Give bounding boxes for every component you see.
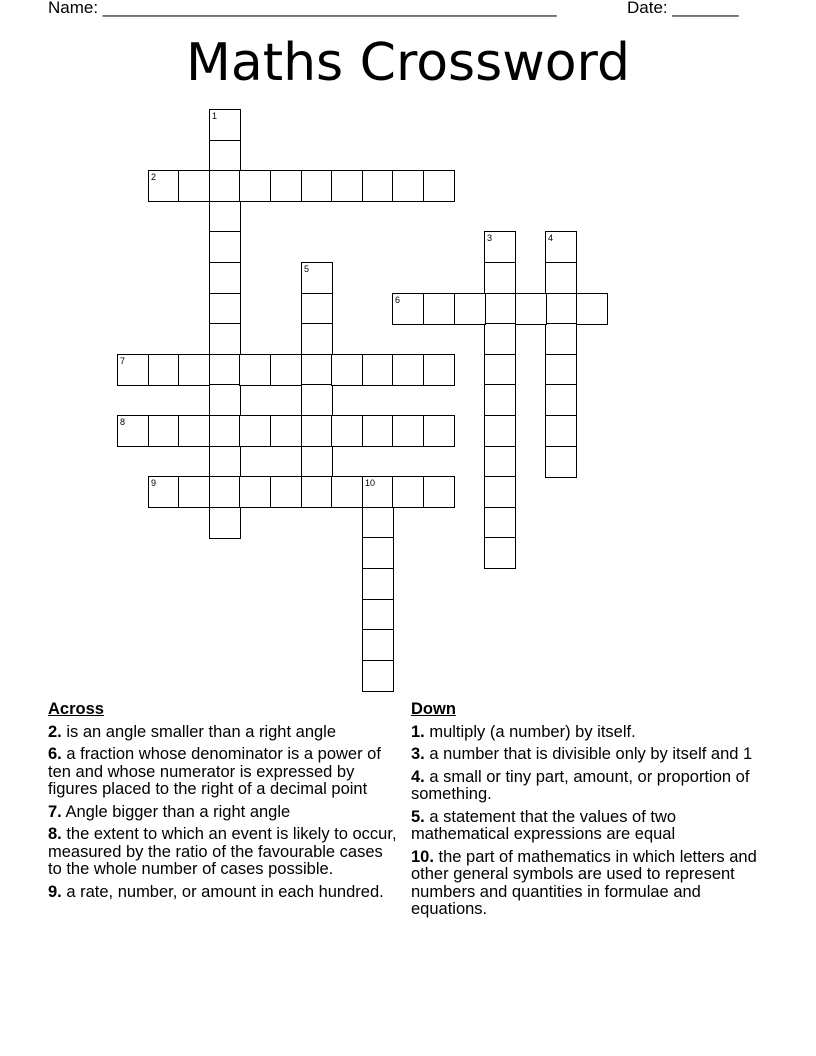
clue-item-text: a statement that the values of two mathematical expressions are equal [411,807,677,843]
clue-item [411,746,767,764]
crossword-cell[interactable] [209,354,241,386]
crossword-cell[interactable] [392,354,424,386]
crossword-cell[interactable] [545,446,577,478]
clue-item-number: 5. [411,807,425,826]
clue-number: 5 [304,264,310,274]
clue-item-text: a fraction whose denominator is a power of ten and whose numerator is expressed by figures placed to the right of a decimal point [48,745,381,798]
date-field: Date: _______ [627,0,739,17]
crossword-cell[interactable] [545,384,577,416]
crossword-cell[interactable] [423,415,455,447]
page-title: Maths Crossword [185,33,631,93]
crossword-cell[interactable] [209,109,241,141]
clue-item-text: Angle bigger than a right angle [61,802,291,821]
crossword-cell[interactable] [545,262,577,294]
crossword-cell[interactable] [178,170,210,202]
crossword-cell[interactable] [362,568,394,600]
clue-item-text: a small or tiny part, amount, or proportion of something. [411,767,750,803]
crossword-cell[interactable] [209,507,241,539]
crossword-cell[interactable] [301,293,333,325]
name-field: Name: ________________________________________________ [48,0,557,17]
crossword-cell[interactable] [484,262,516,294]
crossword-cell[interactable] [545,323,577,355]
crossword-cell[interactable] [362,415,394,447]
clue-item [411,724,767,742]
crossword-cell[interactable] [178,476,210,508]
clue-item-text: the part of mathematics in which letters and other general symbols are used to represent numbers and quantities in formulae and equations. [411,847,757,918]
crossword-cell[interactable] [301,170,333,202]
crossword-cell[interactable] [239,170,271,202]
crossword-cell[interactable] [301,476,333,508]
clue-item [48,826,400,879]
crossword-cell[interactable] [423,476,455,508]
clue-item-text: a rate, number, or amount in each hundred. [61,882,384,901]
crossword-cell[interactable] [270,476,302,508]
clue-item-number: 6. [48,745,62,763]
crossword-cell[interactable] [362,629,394,661]
crossword-cell[interactable] [209,384,241,416]
crossword-cell[interactable] [209,170,241,202]
clue-item [411,769,767,804]
crossword-cell[interactable] [484,323,516,355]
crossword-cell[interactable] [484,537,516,569]
crossword-cell[interactable] [362,476,394,508]
across-heading: Across [48,700,104,718]
crossword-cell[interactable] [484,507,516,539]
crossword-cell[interactable] [545,293,577,325]
crossword-cell[interactable] [484,446,516,478]
crossword-cell[interactable] [545,231,577,263]
crossword-cell[interactable] [148,476,180,508]
clue-item [48,884,400,902]
crossword-cell[interactable] [209,415,241,447]
crossword-cell[interactable] [209,262,241,294]
crossword-cell[interactable] [270,354,302,386]
crossword-cell[interactable] [392,293,424,325]
crossword-cell[interactable] [239,354,271,386]
crossword-cell[interactable] [392,170,424,202]
crossword-cell[interactable] [484,293,516,325]
crossword-cell[interactable] [209,140,241,172]
clue-number: 10 [365,478,376,488]
crossword-cell[interactable] [545,354,577,386]
crossword-cell[interactable] [484,415,516,447]
down-clues [411,701,767,924]
crossword-cell[interactable] [239,415,271,447]
clue-number: 3 [487,233,493,243]
crossword-cell[interactable] [484,476,516,508]
crossword-cell[interactable] [301,323,333,355]
crossword-cell[interactable] [331,476,363,508]
clue-number: 1 [212,111,218,121]
clue-item [48,804,400,822]
crossword-cell[interactable] [454,293,486,325]
crossword-cell[interactable] [484,354,516,386]
clue-item-number: 2. [48,722,62,741]
crossword-cell[interactable] [301,384,333,416]
clue-item-number: 4. [411,767,425,786]
crossword-cell[interactable] [301,415,333,447]
crossword-cell[interactable] [423,293,455,325]
crossword-cell[interactable] [301,446,333,478]
clue-item [411,849,767,919]
clue-item [411,809,767,844]
crossword-cell[interactable] [392,476,424,508]
crossword-cell[interactable] [148,415,180,447]
crossword-cell[interactable] [392,415,424,447]
clue-item-number: 3. [411,745,425,763]
clue-item-number: 10. [411,847,434,866]
crossword-cell[interactable] [362,537,394,569]
crossword-cell[interactable] [178,415,210,447]
crossword-cell[interactable] [209,323,241,355]
across-clue-list [48,724,400,902]
crossword-cell[interactable] [209,201,241,233]
crossword-cell[interactable] [148,170,180,202]
clue-item-number: 8. [48,825,62,843]
crossword-cell[interactable] [209,231,241,263]
clue-number: 2 [151,172,157,182]
clue-item-number: 7. [48,802,62,821]
crossword-cell[interactable] [209,293,241,325]
clue-item-text: is an angle smaller than a right angle [61,722,337,741]
clue-item [48,724,400,742]
crossword-cell[interactable] [209,476,241,508]
crossword-cell[interactable] [362,170,394,202]
clue-item-text: the extent to which an event is likely to occur, measured by the ratio of the favourable cases to the whole number of cases possible. [48,825,397,878]
crossword-cell[interactable] [362,599,394,631]
clue-number: 4 [548,233,554,243]
crossword-cell[interactable] [362,660,394,692]
crossword-cell[interactable] [331,415,363,447]
crossword-cell[interactable] [484,231,516,263]
clue-item-text: a number that is divisible only by itself and 1 [424,745,753,763]
crossword-cell[interactable] [117,354,149,386]
crossword-cell[interactable] [423,170,455,202]
crossword-cell[interactable] [331,354,363,386]
across-clues [48,701,400,906]
crossword-cell[interactable] [178,354,210,386]
down-heading: Down [411,700,456,718]
clue-number: 9 [151,478,157,488]
crossword-cell[interactable] [209,446,241,478]
down-clue-list [411,724,767,919]
crossword-cell[interactable] [301,262,333,294]
clue-item [48,746,400,799]
clue-number: 7 [120,356,126,366]
crossword-cell[interactable] [331,170,363,202]
clue-number: 6 [395,295,401,305]
crossword-cell[interactable] [117,415,149,447]
clue-number: 8 [120,417,126,427]
crossword-cell[interactable] [484,384,516,416]
crossword-cell[interactable] [301,354,333,386]
crossword-cell[interactable] [423,354,455,386]
crossword-cell[interactable] [270,415,302,447]
crossword-cell[interactable] [545,415,577,447]
crossword-cell[interactable] [362,507,394,539]
clue-item-number: 1. [411,722,425,741]
clue-item-text: multiply (a number) by itself. [424,722,636,741]
clue-item-number: 9. [48,882,62,901]
crossword-cell[interactable] [515,293,547,325]
crossword-cell[interactable] [576,293,608,325]
crossword-cell[interactable] [148,354,180,386]
crossword-cell[interactable] [239,476,271,508]
crossword-cell[interactable] [270,170,302,202]
crossword-cell[interactable] [362,354,394,386]
